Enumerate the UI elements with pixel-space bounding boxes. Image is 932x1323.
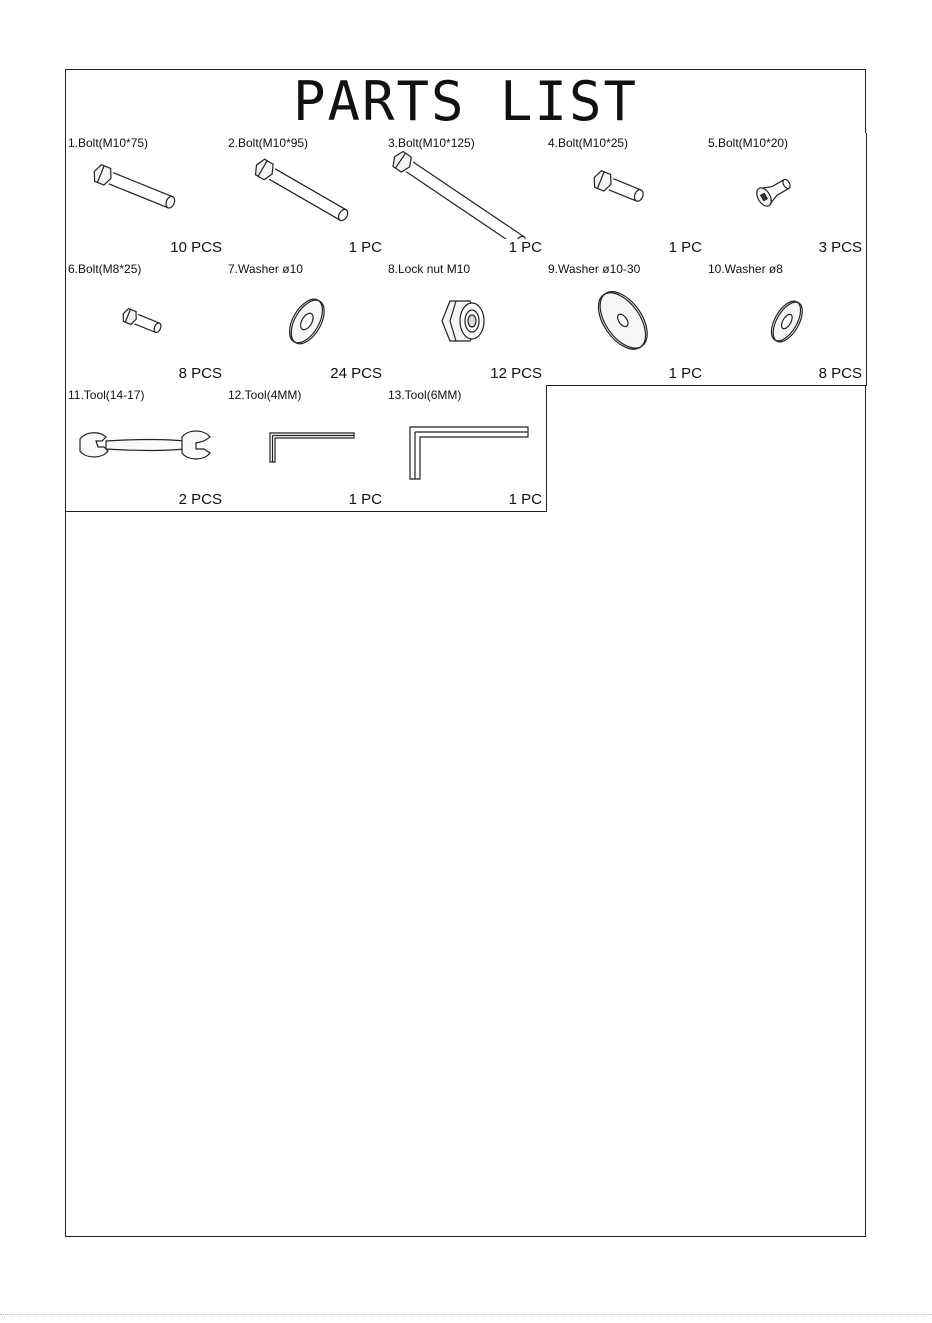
part-label: 9.Washer ø10-30 (548, 262, 641, 276)
parts-list-frame (65, 69, 866, 1237)
page-title: PARTS LIST (66, 70, 865, 134)
part-label: 3.Bolt(M10*125) (388, 136, 475, 150)
part-cell (386, 259, 547, 386)
part-quantity: 10 PCS (170, 239, 222, 256)
allen-key-icon (386, 403, 546, 491)
part-label: 10.Washer ø8 (708, 262, 783, 276)
part-label: 11.Tool(14-17) (68, 388, 145, 402)
page-bottom-dotted-rule (0, 1314, 932, 1315)
bolt-icon (546, 151, 706, 239)
part-label: 6.Bolt(M8*25) (68, 262, 142, 276)
part-cell (226, 259, 387, 386)
washer-icon (226, 277, 386, 365)
part-label: 2.Bolt(M10*95) (228, 136, 309, 150)
part-cell (546, 133, 707, 260)
part-quantity: 1 PC (348, 491, 382, 508)
part-cell (66, 133, 227, 260)
part-label: 12.Tool(4MM) (228, 388, 302, 402)
bolt-icon (386, 151, 546, 239)
part-label: 1.Bolt(M10*75) (68, 136, 149, 150)
part-quantity: 2 PCS (178, 491, 222, 508)
washer-icon (706, 277, 866, 365)
part-quantity: 3 PCS (818, 239, 862, 256)
part-cell (386, 133, 547, 260)
part-quantity: 1 PC (508, 491, 542, 508)
bolt-icon (66, 151, 226, 239)
part-cell (66, 385, 227, 512)
part-label: 13.Tool(6MM) (388, 388, 462, 402)
part-quantity: 1 PC (668, 365, 702, 382)
part-label: 4.Bolt(M10*25) (548, 136, 629, 150)
allen-key-icon (226, 403, 386, 491)
bolt-icon (226, 151, 386, 239)
part-cell (706, 259, 867, 386)
part-quantity: 1 PC (668, 239, 702, 256)
part-cell (546, 259, 707, 386)
part-label: 7.Washer ø10 (228, 262, 303, 276)
part-quantity: 1 PC (508, 239, 542, 256)
part-label: 8.Lock nut M10 (388, 262, 471, 276)
lock-nut-icon (386, 277, 546, 365)
countersunk-bolt-icon (706, 151, 866, 239)
part-cell (706, 133, 867, 260)
part-cell (66, 259, 227, 386)
part-cell (226, 385, 387, 512)
part-cell (386, 385, 547, 512)
part-cell (226, 133, 387, 260)
bolt-icon (66, 277, 226, 365)
part-label: 5.Bolt(M10*20) (708, 136, 789, 150)
part-quantity: 12 PCS (490, 365, 542, 382)
part-quantity: 1 PC (348, 239, 382, 256)
part-quantity: 8 PCS (178, 365, 222, 382)
part-quantity: 24 PCS (330, 365, 382, 382)
large-washer-icon (546, 277, 706, 365)
part-quantity: 8 PCS (818, 365, 862, 382)
wrench-icon (66, 403, 226, 491)
